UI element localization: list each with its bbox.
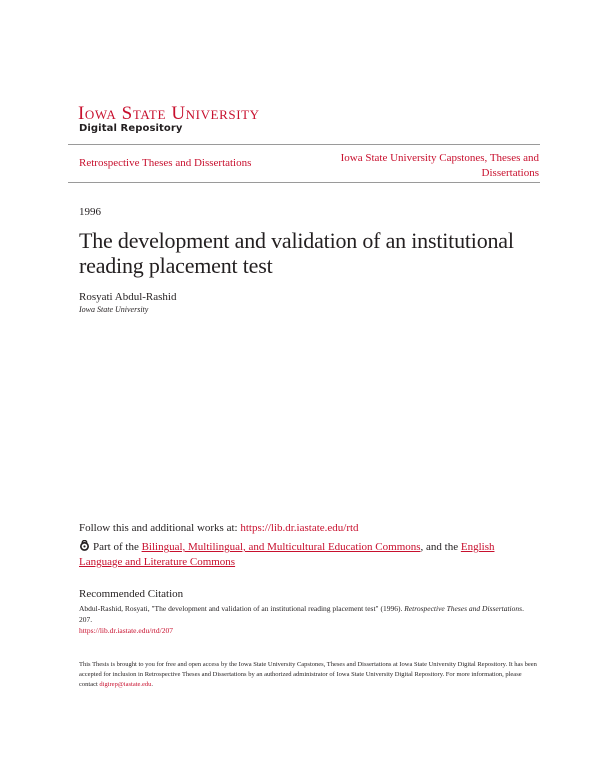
contact-email-link[interactable]: digirep@iastate.edu bbox=[99, 681, 152, 688]
footer-end: . bbox=[151, 681, 154, 688]
open-access-icon bbox=[79, 540, 90, 551]
university-logo-text: Iowa State University bbox=[78, 103, 260, 124]
follow-url-link[interactable]: https://lib.dr.iastate.edu/rtd bbox=[240, 522, 359, 534]
commons-link-english[interactable]: English Language and Literature Commons bbox=[79, 541, 495, 568]
follow-line bbox=[79, 522, 359, 534]
repository-logo-text: Digital Repository bbox=[79, 123, 183, 134]
citation-url-link[interactable]: https://lib.dr.iastate.edu/rtd/207 bbox=[79, 626, 173, 635]
document-title: The development and validation of an institutional reading placement test bbox=[79, 228, 514, 278]
recommended-citation-heading: Recommended Citation bbox=[79, 588, 184, 600]
footer-text: This Thesis is brought to you for free and open access by the Iowa State University Capstones, Theses and Dissertations at Iowa State University Digital Repository. It has been accepted for inclusion in Retrospective Theses and Dissertations by an authorized administrator of Iowa State University Digital Repository. For more information, please contact bbox=[79, 661, 537, 688]
footer-notice bbox=[79, 660, 539, 690]
citation-number: . 207. bbox=[79, 604, 524, 624]
publication-year: 1996 bbox=[79, 206, 101, 218]
collection-link-capstones[interactable]: Iowa State University Capstones, Theses and Dissertations bbox=[340, 152, 539, 179]
header-top-rule bbox=[68, 144, 540, 145]
recommended-citation-body bbox=[79, 603, 534, 636]
author-affiliation: Iowa State University bbox=[79, 305, 149, 314]
commons-link-bilingual[interactable]: Bilingual, Multilingual, and Multicultural Education Commons bbox=[141, 541, 421, 553]
author-name: Rosyati Abdul-Rashid bbox=[79, 291, 177, 303]
header-bottom-rule bbox=[68, 182, 540, 183]
part-of-line bbox=[79, 540, 519, 570]
collection-link-retrospective[interactable]: Retrospective Theses and Dissertations bbox=[79, 157, 252, 169]
citation-series: Retrospective Theses and Dissertations bbox=[404, 604, 523, 613]
citation-text: Abdul-Rashid, Rosyati, "The development and validation of an institutional reading placement test" (1996). bbox=[79, 604, 405, 613]
part-of-middle: , and the bbox=[420, 541, 461, 553]
follow-prefix: Follow this and additional works at: bbox=[79, 522, 241, 534]
part-of-prefix: Part of the bbox=[93, 541, 142, 553]
